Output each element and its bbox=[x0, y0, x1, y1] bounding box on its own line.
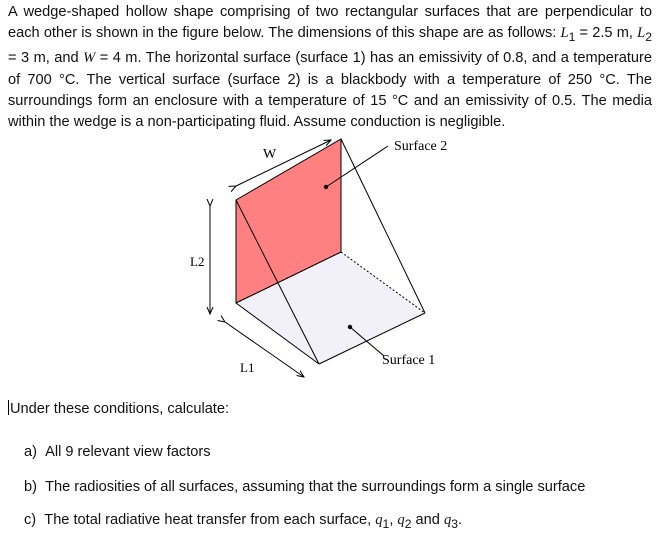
label-w: W bbox=[263, 147, 277, 162]
problem-statement: A wedge-shaped hollow shape comprising of two rectangular surfaces that are perpendicular to each other is shown in the figure below. The dimensions of this shape are as follows: $L_1 = 2.5$ m, $L_2 = 3$ m, and W = 4 m. The horizontal surface (surface 1) has an emissivity of 0.8, and a temperature of 700 °C. The vertical surface (surface 2) is a blackbody with a temperature of 250 °C. The surroundings form an enclosure with a temperature of 15 °C and an emissivity of 0.5. The media within the wedge is a non-participating fluid. Assume conduction is negligible. bbox=[8, 4, 652, 130]
label-l2: L2 bbox=[190, 254, 205, 269]
instruction-line: Under these conditions, calculate: bbox=[10, 401, 230, 417]
question-a: a) All 9 relevant view factors bbox=[24, 444, 211, 460]
question-b: b) The radiosities of all surfaces, assuming that the surroundings form a single surface bbox=[24, 479, 586, 495]
label-surface-1: Surface 1 bbox=[382, 353, 436, 368]
text-cursor bbox=[8, 400, 9, 415]
label-surface-2: Surface 2 bbox=[394, 139, 448, 154]
question-c: c) The total radiative heat transfer from each surface, $q_1$, $q_2$ and $q_3$. bbox=[24, 512, 463, 531]
surface-1-dot bbox=[348, 325, 352, 329]
label-l1: L1 bbox=[240, 360, 255, 375]
surface-2-dot bbox=[324, 185, 328, 189]
